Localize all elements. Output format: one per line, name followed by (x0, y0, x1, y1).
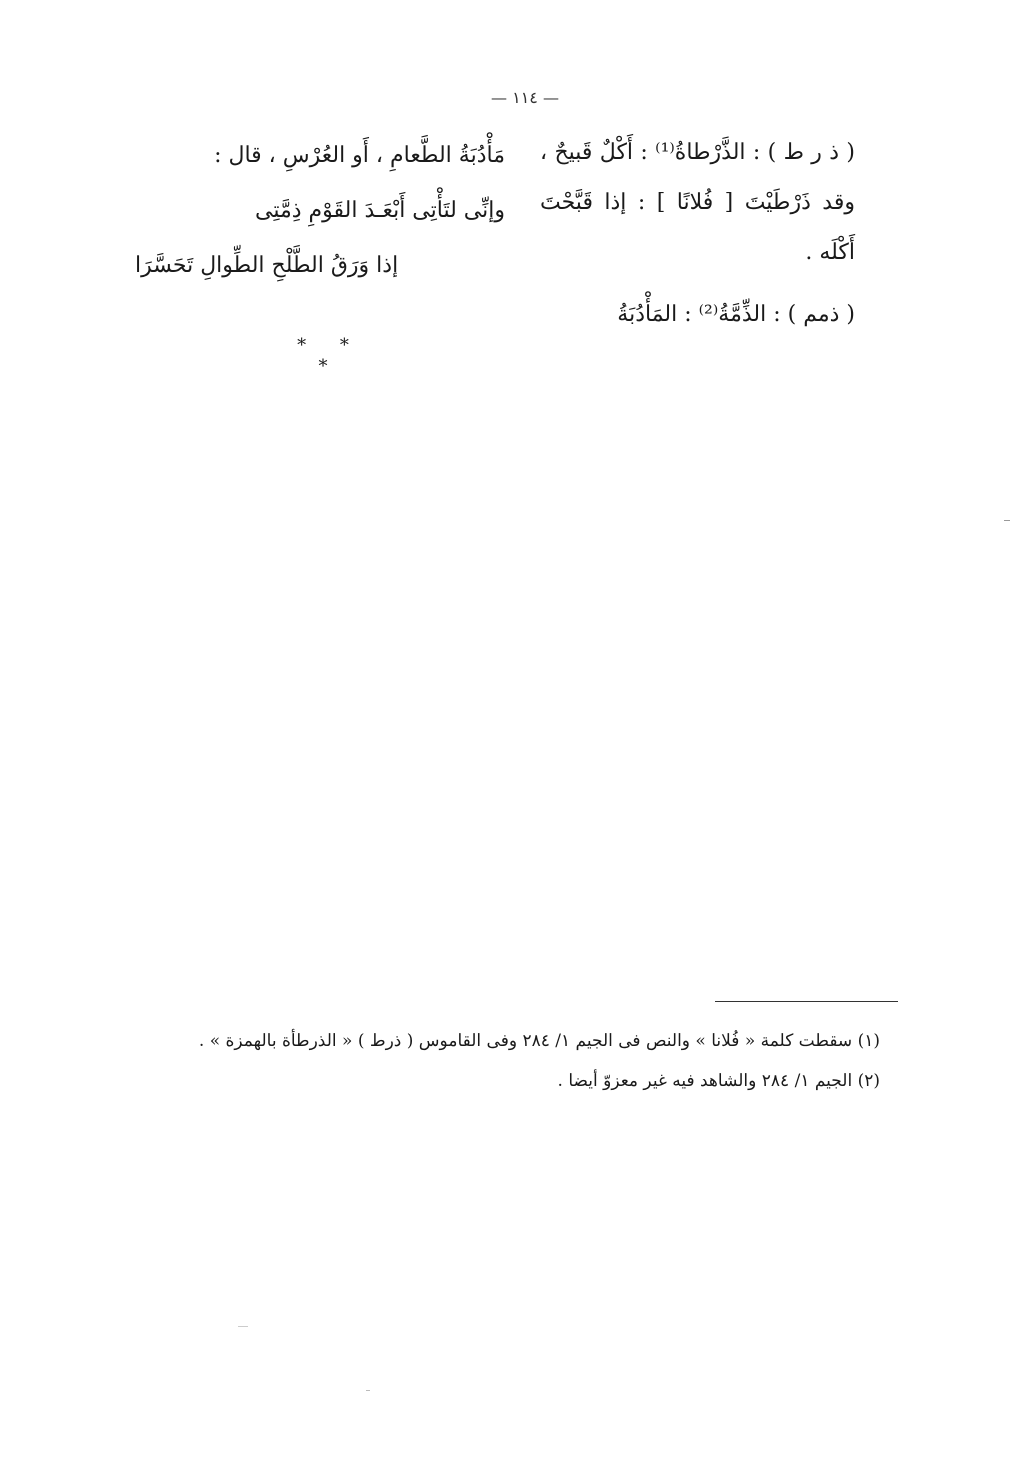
verse-line-2: إذا وَرَقُ الطَّلْحِ الطِّوالِ تَحَسَّرَا (135, 253, 399, 278)
scan-mark (238, 1326, 248, 1327)
scan-mark (366, 1390, 370, 1391)
dictionary-entries-column (540, 128, 855, 340)
footnote-rule (715, 1001, 898, 1002)
verse-line-1: وإنِّى لتَأْتِى أَبْعَـدَ القَوْمِ ذِمَّتِى (254, 198, 505, 223)
section-separator: * * * (297, 335, 363, 377)
footnote-2: (٢) الجيم ١/ ٢٨٤ والشاهد فيه غير معزوّ أيضا . (557, 1071, 880, 1091)
entry-continuation: مَأْدُبَةُ الطَّعامِ ، أَو العُرْسِ ، قال : (214, 143, 505, 168)
scan-mark (1004, 520, 1010, 521)
entry-dhrt: ( ذ ر ط ) : الذَّرْطاةُ⁽¹⁾ : أَكْلٌ قَبيحٌ ، وقد ذَرْطَيْتَ [ فُلانًا ] : إذا قَبَّحْتَ أَكْلَه . (540, 140, 855, 265)
entry-dhmm: ( ذمم ) : الذِّمَّةُ⁽²⁾ : المَأْدُبَةُ (617, 302, 855, 327)
footnote-1: (١) سقطت كلمة « فُلانا » والنص فى الجيم ١/ ٢٨٤ وفى القاموس ( ذرط ) « الذرطأة بالهمزة » . (198, 1031, 880, 1051)
footnotes (140, 1024, 880, 1104)
page-number: — ١١٤ — (491, 88, 559, 107)
poetry-column (135, 128, 505, 293)
